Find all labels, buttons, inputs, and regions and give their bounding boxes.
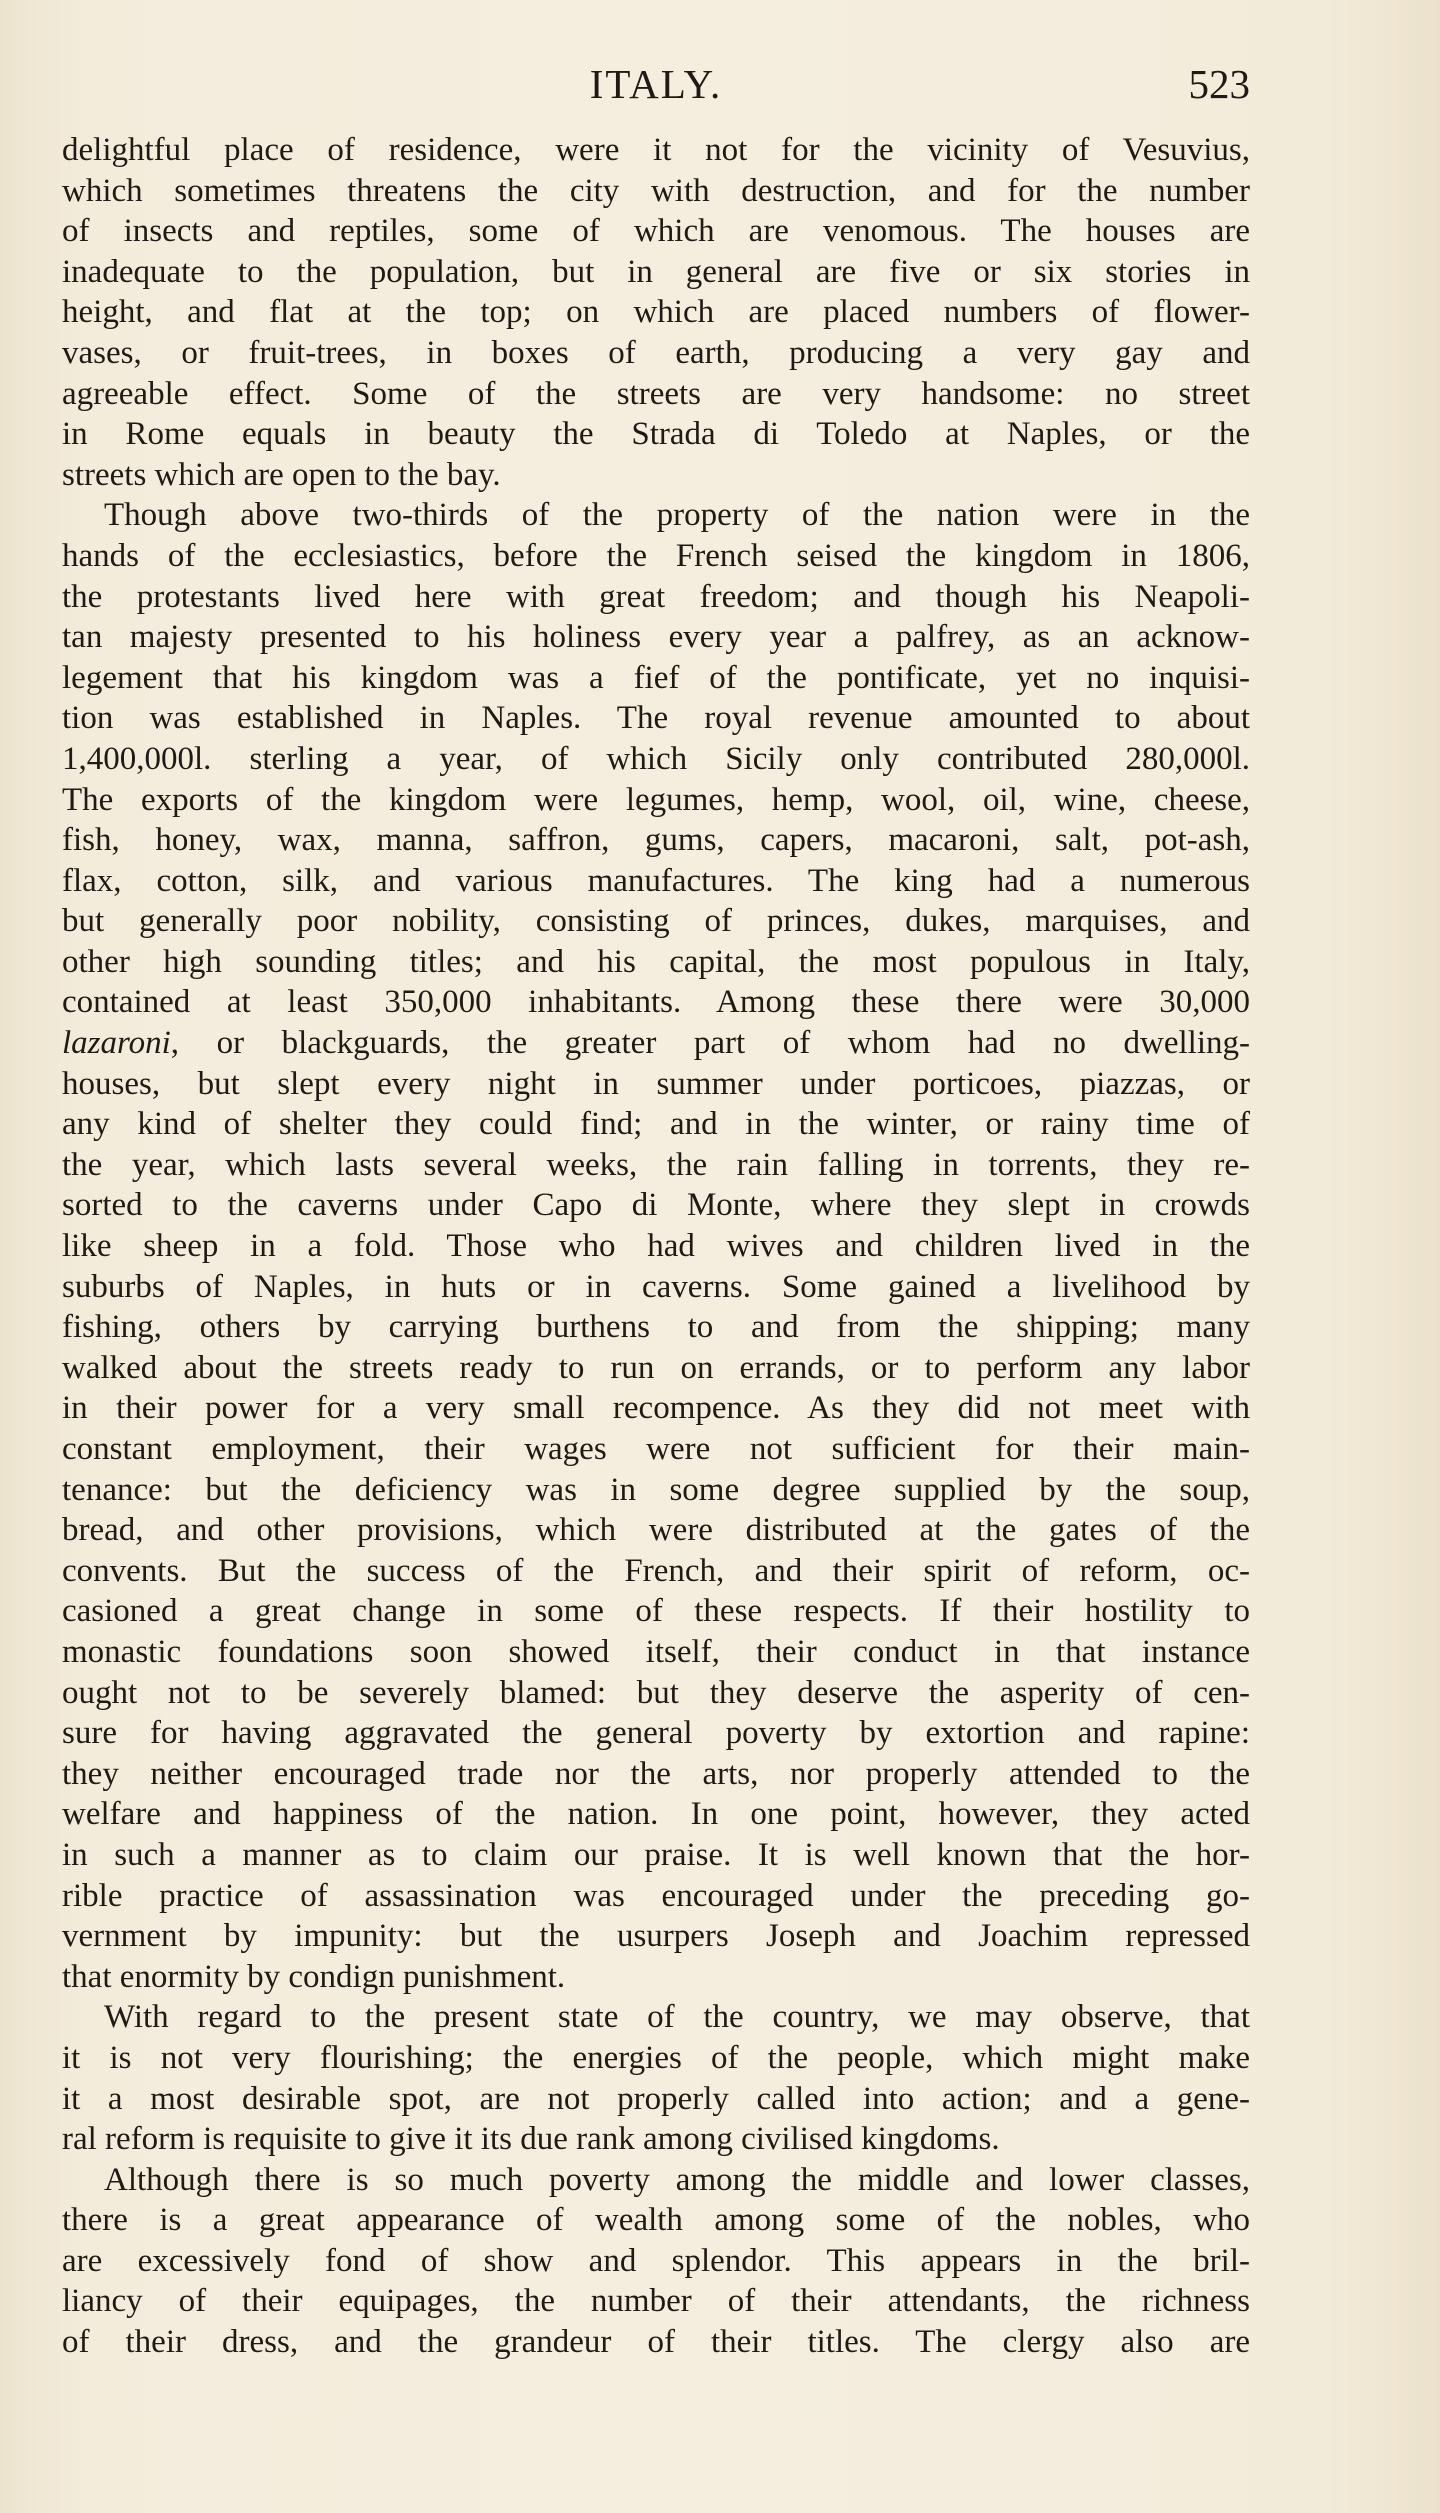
text-line: welfare and happiness of the nation. In one point, however, they acted (62, 1796, 1250, 1833)
text-line: it a most desirable spot, are not properly called into action; and a gene- (62, 2080, 1250, 2117)
text-line: tenance: but the deficiency was in some degree supplied by the soup, (62, 1471, 1250, 1508)
text-line: of their dress, and the grandeur of their titles. The clergy also are (62, 2324, 1250, 2361)
text-line: height, and flat at the top; on which are placed numbers of flower- (62, 294, 1250, 331)
text-line: streets which are open to the bay. (62, 456, 501, 493)
text-line: that enormity by condign punishment. (62, 1958, 566, 1995)
text-line (62, 1023, 1250, 1064)
text-line: they neither encouraged trade nor the arts, nor properly attended to the (62, 1755, 1250, 1792)
text-line: houses, but slept every night in summer under porticoes, piazzas, or (62, 1065, 1250, 1102)
text-line: casioned a great change in some of these respects. If their hostility to (62, 1593, 1250, 1630)
page-title: ITALY. (589, 61, 723, 107)
text-line: hands of the ecclesiastics, before the French seised the kingdom in 1806, (62, 537, 1250, 574)
text-line: sorted to the caverns under Capo di Monte, where they slept in crowds (62, 1187, 1250, 1224)
text-line: in such a manner as to claim our praise. It is well known that the hor- (62, 1836, 1250, 1873)
text-line: sure for having aggravated the general poverty by extortion and rapine: (62, 1715, 1250, 1752)
text-line: other high sounding titles; and his capital, the most populous in Italy, (62, 943, 1250, 980)
text-line: delightful place of residence, were it not for the vicinity of Vesuvius, (62, 132, 1250, 168)
text-line: flax, cotton, silk, and various manufactures. The king had a numerous (62, 862, 1250, 899)
text-line: it is not very flourishing; the energies of the people, which might make (62, 2039, 1250, 2076)
text-line: liancy of their equipages, the number of their attendants, the richness (62, 2283, 1250, 2320)
text-line: any kind of shelter they could find; and in the winter, or rainy time of (62, 1106, 1250, 1143)
body-text (62, 130, 1250, 2363)
italic-term: lazaroni (62, 1025, 171, 1062)
line-remainder: , or blackguards, the greater part of whom had no dwelling- (170, 1025, 1250, 1062)
text-line: Although there is so much poverty among the middle and lower classes, (104, 2161, 1250, 2198)
text-line: inadequate to the population, but in general are five or six stories in (62, 253, 1250, 290)
text-line: like sheep in a fold. Those who had wives and children lived in the (62, 1228, 1250, 1265)
text-line: With regard to the present state of the country, we may observe, that (104, 1999, 1250, 2036)
text-line: legement that his kingdom was a fief of the pontificate, yet no inquisi- (62, 659, 1250, 696)
text-line: Though above two-thirds of the property of the nation were in the (104, 497, 1250, 534)
text-line: in Rome equals in beauty the Strada di Toledo at Naples, or the (62, 416, 1250, 453)
text-line: tan majesty presented to his holiness every year a palfrey, as an acknow- (62, 619, 1250, 656)
text-line: The exports of the kingdom were legumes, hemp, wool, oil, wine, cheese, (62, 781, 1250, 818)
text-line: 1,400,000l. sterling a year, of which Sicily only contributed 280,000l. (62, 740, 1250, 777)
text-line: ral reform is requisite to give it its due rank among civilised kingdoms. (62, 2121, 1000, 2158)
text-line: the year, which lasts several weeks, the rain falling in torrents, they re- (62, 1146, 1250, 1183)
text-line: contained at least 350,000 inhabitants. Among these there were 30,000 (62, 984, 1250, 1021)
text-line: vases, or fruit-trees, in boxes of earth, producing a very gay and (62, 334, 1250, 371)
text-line: but generally poor nobility, consisting of princes, dukes, marquises, and (62, 903, 1250, 940)
text-line: in their power for a very small recompence. As they did not meet with (62, 1390, 1250, 1427)
text-line: are excessively fond of show and splendor. This appears in the bril- (62, 2242, 1250, 2279)
text-line: of insects and reptiles, some of which are venomous. The houses are (62, 213, 1250, 250)
text-line: fishing, others by carrying burthens to and from the shipping; many (62, 1309, 1250, 1346)
text-line: there is a great appearance of wealth among some of the nobles, who (62, 2202, 1250, 2239)
text-line: walked about the streets ready to run on errands, or to perform any labor (62, 1349, 1250, 1386)
text-line: agreeable effect. Some of the streets are very handsome: no street (62, 375, 1250, 412)
text-line: bread, and other provisions, which were distributed at the gates of the (62, 1512, 1250, 1549)
text-line: ought not to be severely blamed: but they deserve the asperity of cen- (62, 1674, 1250, 1711)
text-line: rible practice of assassination was encouraged under the preceding go- (62, 1877, 1250, 1914)
text-line: vernment by impunity: but the usurpers Joseph and Joachim repressed (62, 1918, 1250, 1955)
text-line: convents. But the success of the French, and their spirit of reform, oc- (62, 1552, 1250, 1589)
text-line: tion was established in Naples. The royal revenue amounted to about (62, 700, 1250, 737)
text-line: the protestants lived here with great freedom; and though his Neapoli- (62, 578, 1250, 615)
page-number: 523 (1188, 61, 1250, 107)
running-head (62, 54, 1250, 114)
text-line: suburbs of Naples, in huts or in caverns. Some gained a livelihood by (62, 1268, 1250, 1305)
text-line: which sometimes threatens the city with destruction, and for the number (62, 172, 1250, 209)
text-line: constant employment, their wages were not sufficient for their main- (62, 1431, 1250, 1467)
text-line: fish, honey, wax, manna, saffron, gums, capers, macaroni, salt, pot-ash, (62, 822, 1250, 859)
text-line: monastic foundations soon showed itself, their conduct in that instance (62, 1633, 1250, 1670)
